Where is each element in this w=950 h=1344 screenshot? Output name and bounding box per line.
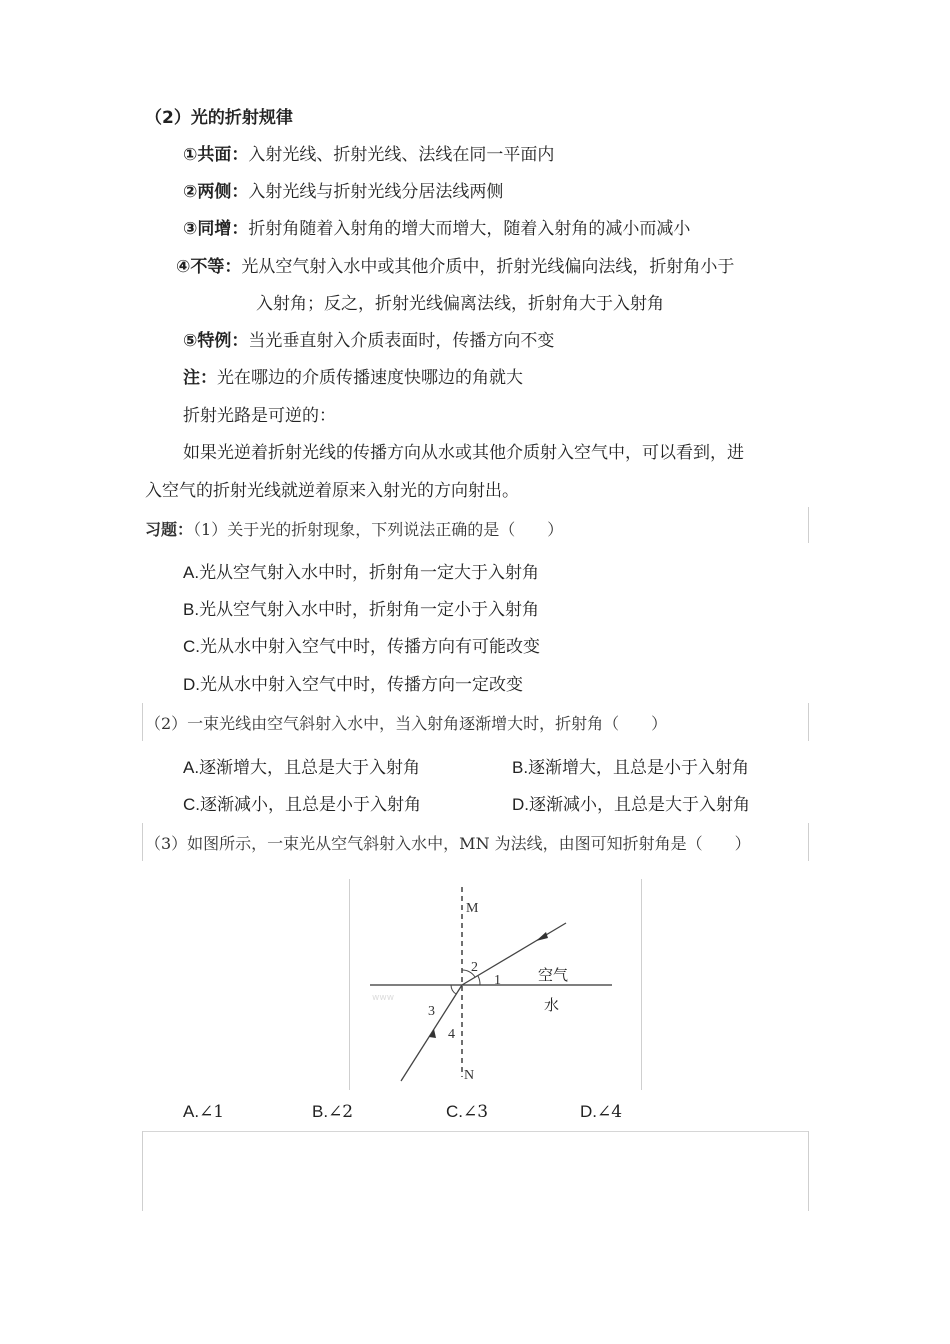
table-border — [808, 507, 809, 543]
section-title: （2）光的折射规律 — [145, 108, 293, 128]
label-n: N — [464, 1068, 475, 1083]
q3-option-d: D.∠4 — [580, 1102, 623, 1122]
angle-2-label: 2 — [471, 960, 478, 975]
rule-coplanar — [183, 144, 554, 166]
q1-option-d: D.光从水中射入空气中时，传播方向一定改变 — [183, 675, 523, 695]
rule-increase — [183, 218, 690, 240]
label-air: 空气 — [538, 966, 569, 984]
incident-arrow — [536, 932, 548, 941]
question-1-stem — [145, 519, 563, 541]
rule-label: ③同增： — [183, 219, 249, 239]
angle-4-label: 4 — [448, 1027, 455, 1042]
reversible-text-line1: 如果光逆着折射光线的传播方向从水或其他介质射入空气中，可以看到，进 — [183, 443, 744, 463]
rule-label: ①共面： — [183, 145, 249, 165]
angle-1-label: 1 — [494, 973, 501, 988]
q2-option-a: A.逐渐增大，且总是大于入射角 — [183, 758, 421, 778]
q3-option-b: B.∠2 — [312, 1102, 354, 1122]
note-text: 光在哪边的介质传播速度快哪边的角就大 — [217, 368, 523, 388]
rule-text: 当光垂直射入介质表面时，传播方向不变 — [248, 331, 555, 351]
table-border — [808, 703, 809, 741]
rule-label: ②两侧： — [183, 182, 249, 202]
question-3-stem: （3）如图所示，一束光从空气斜射入水中，MN 为法线，由图可知折射角是（ ） — [145, 834, 751, 853]
q1-option-c: C.光从水中射入空气中时，传播方向有可能改变 — [183, 637, 540, 657]
rule-special-case — [183, 330, 554, 352]
rule-text: 折射角随着入射角的增大而增大，随着入射角的减小而减小 — [248, 219, 691, 239]
refraction-diagram — [349, 879, 642, 1090]
q2-option-c: C.逐渐减小，且总是小于入射角 — [183, 795, 421, 815]
rule-text: 入射光线与折射光线分居法线两侧 — [248, 182, 504, 202]
angle-3-arc — [451, 985, 456, 994]
angle-1-arc — [478, 976, 480, 985]
rule-two-sides — [183, 181, 503, 203]
reversible-text-line2: 入空气的折射光线就逆着原来入射光的方向射出。 — [145, 481, 519, 501]
table-border — [142, 823, 143, 861]
q3-option-c: C.∠3 — [446, 1102, 489, 1122]
refraction-diagram-svg — [350, 879, 641, 1090]
label-water: 水 — [544, 996, 560, 1014]
table-border — [808, 823, 809, 861]
answer-box-right — [808, 1131, 809, 1211]
label-m: M — [466, 901, 479, 916]
answer-box-top — [142, 1131, 809, 1132]
q1-option-a: A.光从空气射入水中时，折射角一定大于入射角 — [183, 563, 540, 583]
rule-text: 光从空气射入水中或其他介质中，折射光线偏向法线，折射角小于 — [241, 257, 735, 277]
question-text: （1）关于光的折射现象，下列说法正确的是（ ） — [193, 520, 564, 539]
rule-unequal-continued: 入射角；反之，折射光线偏离法线，折射角大于入射角 — [256, 294, 664, 314]
q2-option-d: D.逐渐减小，且总是大于入射角 — [512, 795, 750, 815]
q1-option-b: B.光从空气射入水中时，折射角一定小于入射角 — [183, 600, 540, 620]
watermark-mark: www — [372, 993, 395, 1003]
rule-label: ④不等： — [176, 257, 242, 277]
reversible-title: 折射光路是可逆的： — [183, 406, 336, 426]
table-border — [142, 703, 143, 741]
answer-box-left — [142, 1131, 143, 1211]
exercise-label: 习题： — [145, 520, 194, 539]
q3-option-a: A.∠1 — [183, 1102, 225, 1122]
q2-option-b: B.逐渐增大，且总是小于入射角 — [512, 758, 750, 778]
note-label: 注： — [183, 368, 217, 388]
rule-label: ⑤特例： — [183, 331, 249, 351]
question-2-stem: （2）一束光线由空气斜射入水中，当入射角逐渐增大时，折射角（ ） — [145, 714, 668, 733]
angle-3-label: 3 — [428, 1004, 435, 1019]
note — [183, 367, 523, 389]
rule-unequal — [176, 256, 734, 278]
rule-text: 入射光线、折射光线、法线在同一平面内 — [248, 145, 555, 165]
